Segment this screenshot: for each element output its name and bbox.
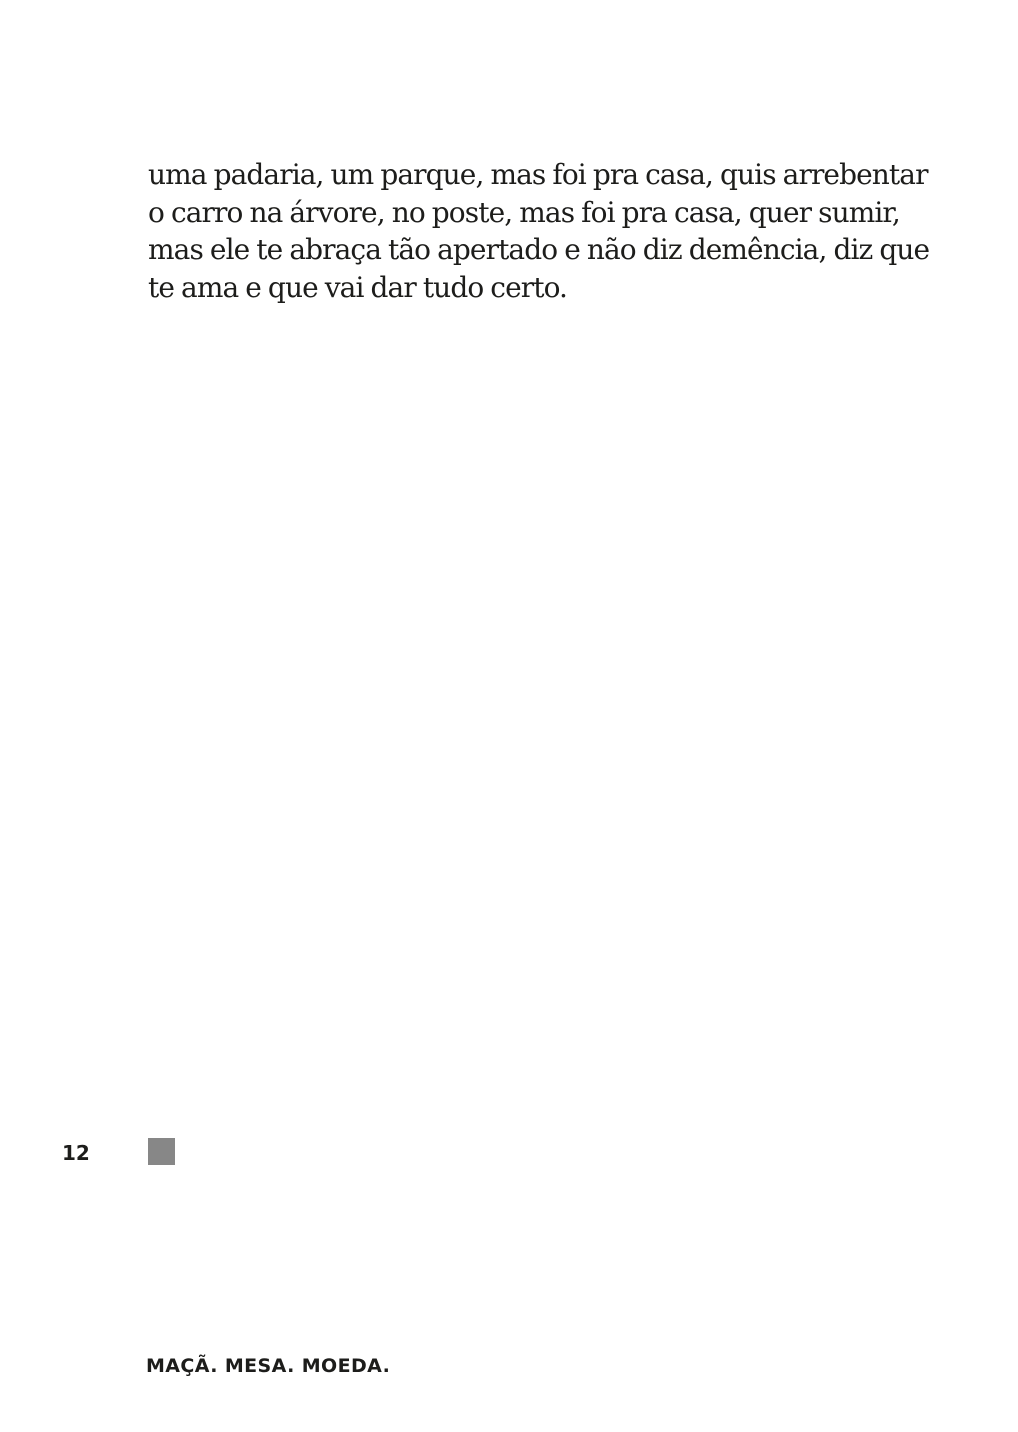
page-number: 12: [62, 1141, 90, 1165]
body-paragraph: [148, 156, 930, 306]
paragraph-line: te ama e que vai dar tudo certo.: [148, 270, 568, 304]
gray-square-marker: [148, 1138, 175, 1165]
paragraph-line: mas ele te abraça tão apertado e não diz demência, diz que: [148, 233, 930, 266]
running-footer-title: MAÇÃ. MESA. MOEDA.: [146, 1355, 391, 1377]
paragraph-line: o carro na árvore, no poste, mas foi pra casa, quer sumir,: [148, 195, 900, 229]
paragraph-line: uma padaria, um parque, mas foi pra casa, quis arrebentar: [148, 158, 928, 191]
